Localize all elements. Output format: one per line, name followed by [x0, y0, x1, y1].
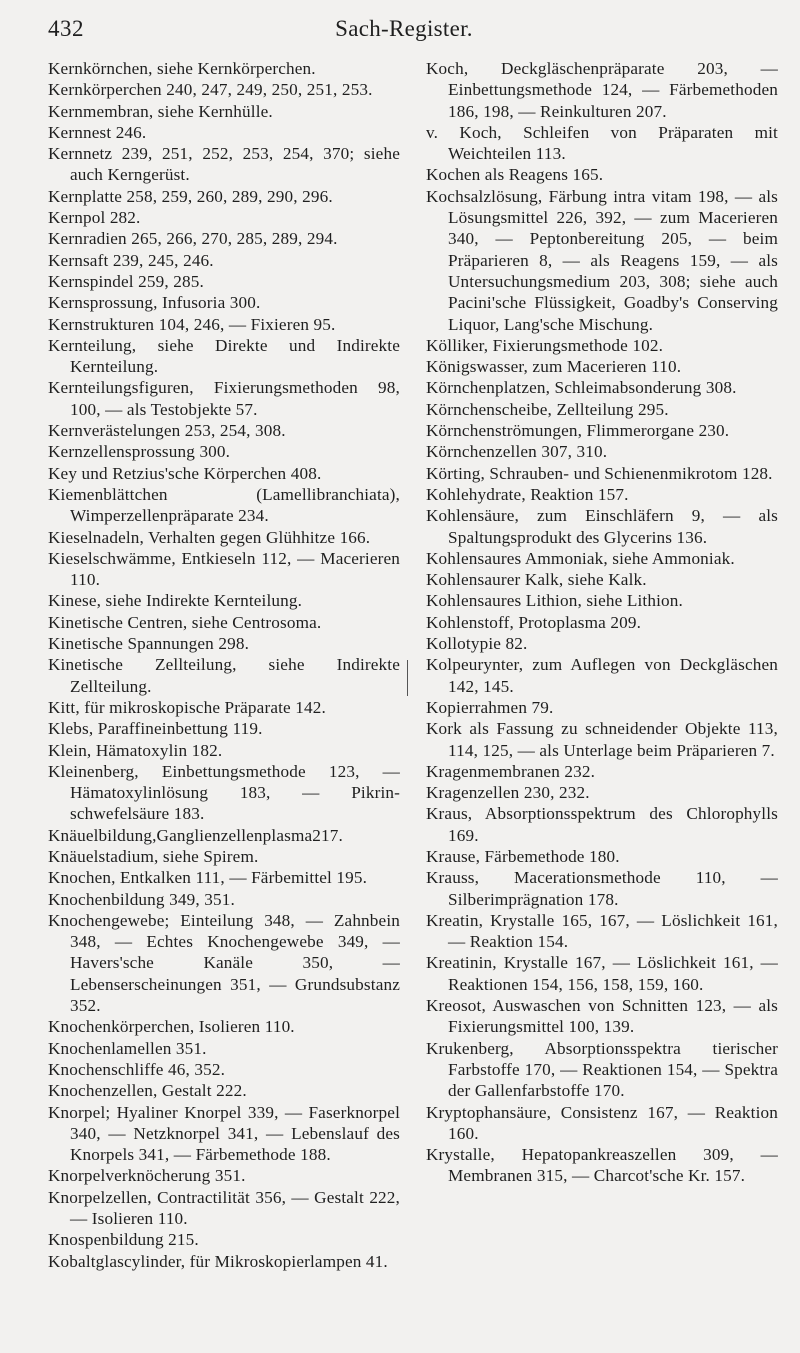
- running-title: Sach-Register.: [335, 16, 473, 41]
- index-entry: Kopierrahmen 79.: [426, 697, 554, 717]
- index-entry: Kryptophansäure, Consistenz 167, — Reaktion 160.: [426, 1102, 778, 1143]
- index-entry: Knochenzellen, Gestalt 222.: [48, 1081, 247, 1101]
- index-entry: Krystalle, Hepatopankreaszellen 309, — Membranen 315, — Charcot'sche Kr. 157.: [426, 1145, 778, 1186]
- index-entry: Koch, Deckgläschenpräparate 203, — Einbettungsmethode 124, — Färbemethoden 186, 198, — Reinkulturen 207.: [426, 59, 778, 121]
- index-entry: Knochenbildung 349, 351.: [48, 889, 235, 909]
- index-entry: Kobaltglascylinder, für Mikroskopierlampen 41.: [48, 1251, 388, 1271]
- index-entry: Kernpol 282.: [48, 208, 141, 228]
- index-entry: Kitt, für mikroskopische Präparate 142.: [48, 697, 326, 717]
- index-entry: Kreatin, Krystalle 165, 167, — Löslichkeit 161, — Reaktion 154.: [426, 910, 778, 952]
- index-entry: Knochenlamellen 351.: [48, 1038, 207, 1058]
- index-entry: Kernsprossung, Infusoria 300.: [48, 293, 261, 313]
- index-entry: Körnchenscheibe, Zellteilung 295.: [426, 399, 669, 419]
- index-entry: Krukenberg, Absorptionsspektra tierischer Farbstoffe 170, — Reaktionen 154, — Spektra der Gallenfarbstoffe 170.: [426, 1038, 778, 1101]
- index-entry: Körnchenströmungen, Flimmerorgane 230.: [426, 421, 730, 441]
- index-entry: Körting, Schrauben- und Schienenmikrotom 128.: [426, 463, 773, 483]
- index-entry: Kernzellensprossung 300.: [48, 442, 231, 462]
- index-entry: Kernnetz 239, 251, 252, 253, 254, 370; siehe auch Kerngerüst.: [48, 144, 400, 185]
- index-entry: v. Koch, Schleifen von Präparaten mit Weichteilen 113.: [426, 122, 778, 164]
- index-entry: Kohlensaures Ammoniak, siehe Ammoniak.: [426, 548, 735, 568]
- index-entry: Kohlehydrate, Reaktion 157.: [426, 484, 629, 504]
- index-entry: Kernspindel 259, 285.: [48, 271, 204, 291]
- index-entry: Kreatinin, Krystalle 167, — Löslichkeit 161, — Reaktionen 154, 156, 158, 159, 160.: [426, 953, 778, 994]
- index-entry: Klein, Hämatoxylin 182.: [48, 740, 223, 760]
- index-entry: Knäuelstadium, siehe Spirem.: [48, 846, 259, 866]
- index-entry: Körnchenzellen 307, 310.: [426, 442, 608, 462]
- index-entry: Körnchenplatzen, Schleimabsonderung 308.: [426, 378, 737, 398]
- column-divider: [407, 660, 408, 696]
- index-entry: Kernmembran, siehe Kernhülle.: [48, 101, 273, 121]
- index-column-right: [426, 58, 778, 1187]
- index-entry: Kernnest 246.: [48, 122, 147, 142]
- index-entry: Kieselschwämme, Entkieseln 112, — Macerieren 110.: [48, 548, 400, 590]
- index-entry: Kohlensaurer Kalk, siehe Kalk.: [426, 570, 647, 590]
- index-entry: Kleinenberg, Einbettungsmethode 123, — Hämatoxylinlösung 183, — Pikrin-schwefelsäure 183.: [48, 761, 400, 824]
- index-entry: Kinetische Zellteilung, siehe Indirekte Zellteilung.: [48, 655, 400, 696]
- index-entry: Knorpelzellen, Contractilität 356, — Gestalt 222, — Isolieren 110.: [48, 1187, 400, 1229]
- page-header: [48, 16, 760, 48]
- index-entry: Kochen als Reagens 165.: [426, 165, 604, 185]
- index-entry: Kiemenblättchen (Lamellibranchiata), Wimperzellenpräparate 234.: [48, 484, 400, 526]
- index-entry: Knorpel; Hyaliner Knorpel 339, — Faserknorpel 340, — Netzknorpel 341, — Lebenslauf des Knorpels 341, — Färbemethode 188.: [48, 1102, 400, 1165]
- index-entry: Key und Retzius'sche Körperchen 408.: [48, 463, 322, 483]
- index-entry: Krause, Färbemethode 180.: [426, 846, 620, 866]
- index-entry: Kernverästelungen 253, 254, 308.: [48, 421, 286, 441]
- index-entry: Kragenmembranen 232.: [426, 761, 596, 781]
- index-entry: Kinetische Centren, siehe Centrosoma.: [48, 612, 322, 632]
- index-entry: Königswasser, zum Macerieren 110.: [426, 357, 682, 377]
- index-entry: Knochengewebe; Einteilung 348, — Zahnbein 348, — Echtes Knochengewebe 349, — Havers'sche Kanäle 350, — Lebenserscheinungen 351, — Grundsubstanz 352.: [48, 910, 400, 1016]
- index-entry: Kernstrukturen 104, 246, — Fixieren 95.: [48, 314, 336, 334]
- index-entry: Krauss, Macerationsmethode 110, — Silberimprägnation 178.: [426, 868, 778, 909]
- index-entry: Kinese, siehe Indirekte Kernteilung.: [48, 591, 303, 611]
- index-entry: Kohlenstoff, Protoplasma 209.: [426, 612, 642, 632]
- index-entry: Kernradien 265, 266, 270, 285, 289, 294.: [48, 229, 338, 249]
- index-entry: Kernsaft 239, 245, 246.: [48, 250, 214, 270]
- index-entry: Knochenschliffe 46, 352.: [48, 1059, 226, 1079]
- index-entry: Kolpeurynter, zum Auflegen von Deckgläschen 142, 145.: [426, 655, 778, 696]
- index-entry: Knochenkörperchen, Isolieren 110.: [48, 1017, 295, 1037]
- index-entry: Kernkörperchen 240, 247, 249, 250, 251, 253.: [48, 80, 373, 100]
- index-entry: Klebs, Paraffineinbettung 119.: [48, 719, 263, 739]
- index-entry: Kieselnadeln, Verhalten gegen Glühhitze 166.: [48, 527, 371, 547]
- index-entry: Kreosot, Auswaschen von Schnitten 123, — als Fixierungsmittel 100, 139.: [426, 996, 778, 1037]
- index-column-left: [48, 58, 400, 1272]
- index-entry: Knorpelverknöcherung 351.: [48, 1166, 246, 1186]
- index-entry: Knospenbildung 215.: [48, 1230, 199, 1250]
- page-number: 432: [48, 16, 84, 41]
- index-entry: Kragenzellen 230, 232.: [426, 783, 590, 803]
- index-entry: Knäuelbildung,Ganglienzellenplasma217.: [48, 825, 343, 845]
- index-entry: Kernteilungsfiguren, Fixierungsmethoden 98, 100, — als Testobjekte 57.: [48, 378, 400, 419]
- index-entry: Kernplatte 258, 259, 260, 289, 290, 296.: [48, 186, 333, 206]
- index-entry: Kernkörnchen, siehe Kernkörperchen.: [48, 59, 316, 78]
- index-entry: Kernteilung, siehe Direkte und Indirekte Kernteilung.: [48, 335, 400, 377]
- index-entry: Kölliker, Fixierungsmethode 102.: [426, 335, 664, 355]
- index-entry: Kollotypie 82.: [426, 634, 528, 654]
- index-entry: Kinetische Spannungen 298.: [48, 634, 250, 654]
- index-entry: Kohlensaures Lithion, siehe Lithion.: [426, 591, 683, 611]
- index-entry: Kohlensäure, zum Einschläfern 9, — als Spaltungsprodukt des Glycerins 136.: [426, 506, 778, 547]
- index-entry: Kork als Fassung zu schneidender Objekte 113, 114, 125, — als Unterlage beim Präparieren 7.: [426, 719, 778, 760]
- index-entry: Knochen, Entkalken 111, — Färbemittel 195.: [48, 868, 368, 888]
- index-entry: Kraus, Absorptionsspektrum des Chlorophylls 169.: [426, 804, 778, 845]
- index-entry: Kochsalzlösung, Färbung intra vitam 198, — als Lösungsmittel 226, 392, — zum Macerieren 340, — Peptonbereitung 205, — beim Präparieren 8, — als Reagens 159, — als Untersuchungsmedium 203, 308; siehe auch Pacini'sche Flüssigkeit, Goadby's Conserving Liquor, Lang'sche Mischung.: [426, 186, 778, 334]
